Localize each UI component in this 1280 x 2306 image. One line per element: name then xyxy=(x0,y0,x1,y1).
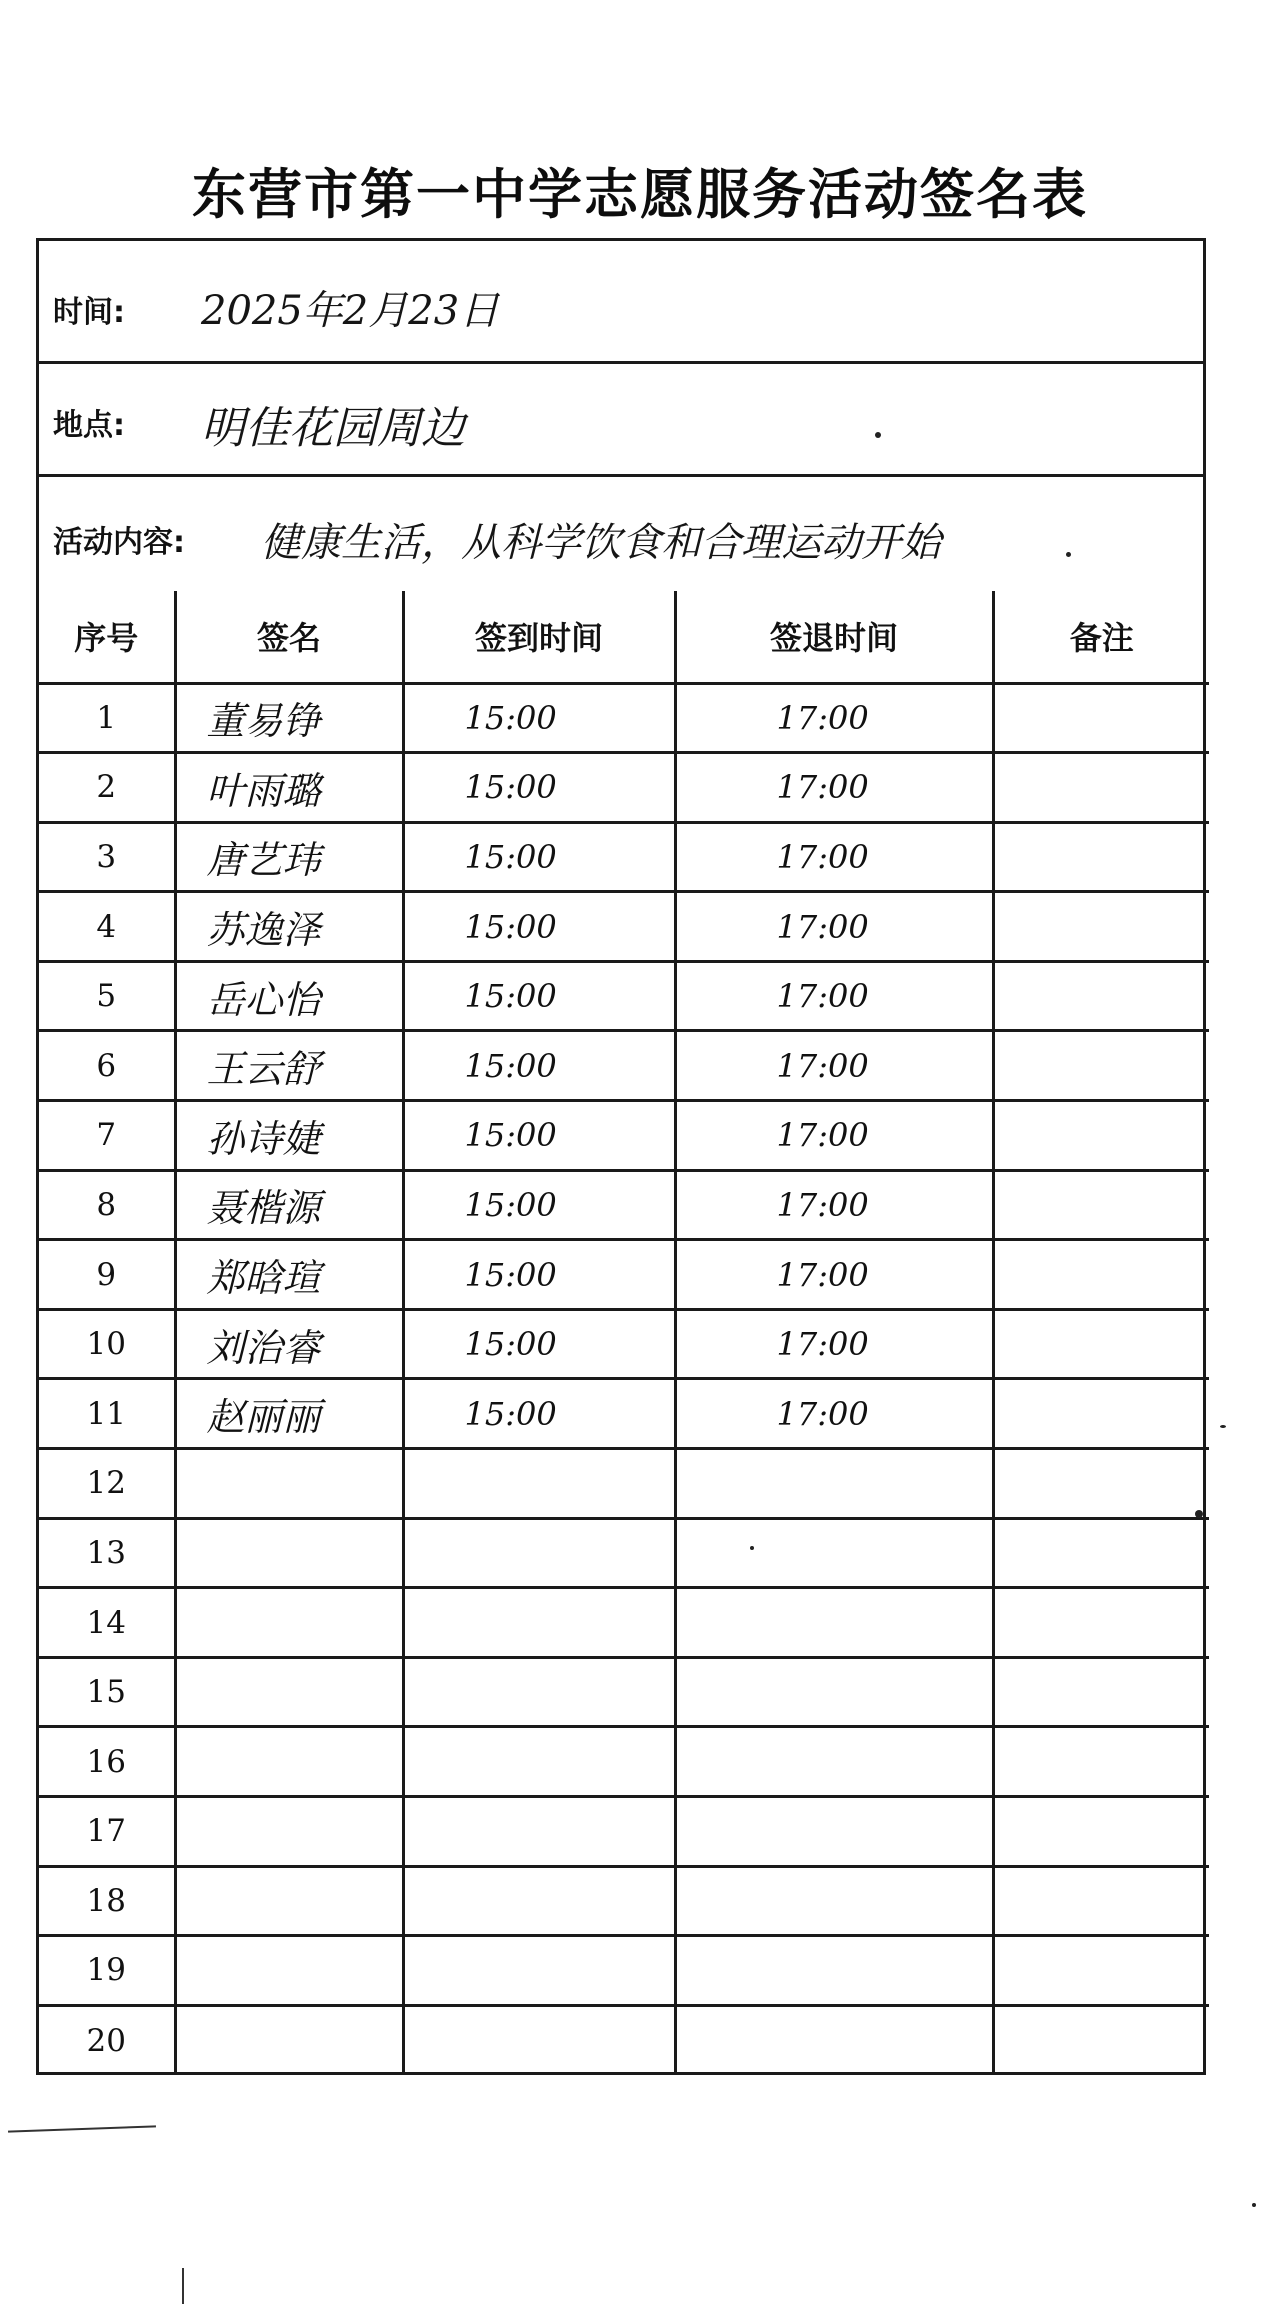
signin-table xyxy=(39,591,1209,2075)
note-cell xyxy=(993,1797,1209,1867)
table-row xyxy=(39,1309,1209,1379)
signout-time-cell: 17:00 xyxy=(675,1309,993,1379)
signin-time-cell xyxy=(403,1449,675,1519)
signature-cell xyxy=(175,1727,403,1797)
note-cell xyxy=(993,1170,1209,1240)
signout-time-cell xyxy=(675,1657,993,1727)
header-signin-time: 签到时间 xyxy=(403,591,675,683)
signin-time-cell: 15:00 xyxy=(403,822,675,892)
signature-cell: 董易铮 xyxy=(175,683,403,753)
signin-time-cell: 15:00 xyxy=(403,961,675,1031)
signout-time-cell xyxy=(675,2005,993,2075)
signature-cell: 岳心怡 xyxy=(175,961,403,1031)
signout-time-cell: 17:00 xyxy=(675,1379,993,1449)
row-number: 17 xyxy=(39,1797,175,1867)
signin-time-cell xyxy=(403,1797,675,1867)
signature-cell xyxy=(175,1866,403,1936)
signin-time-cell: 15:00 xyxy=(403,1379,675,1449)
signout-time-cell: 17:00 xyxy=(675,1240,993,1310)
row-number: 11 xyxy=(39,1379,175,1449)
signin-time-cell: 15:00 xyxy=(403,753,675,823)
signout-time-cell xyxy=(675,1449,993,1519)
header-signout-time: 签退时间 xyxy=(675,591,993,683)
table-row xyxy=(39,1518,1209,1588)
signin-sheet xyxy=(36,238,1206,2075)
signature-cell xyxy=(175,1657,403,1727)
table-header-row xyxy=(39,591,1209,683)
scan-speck xyxy=(750,1546,754,1550)
table-row xyxy=(39,892,1209,962)
signin-time-cell xyxy=(403,1657,675,1727)
time-row xyxy=(39,241,1203,364)
table-row xyxy=(39,1449,1209,1519)
table-row xyxy=(39,1379,1209,1449)
table-row xyxy=(39,2005,1209,2075)
table-row xyxy=(39,1101,1209,1171)
signin-time-cell: 15:00 xyxy=(403,1031,675,1101)
signout-time-cell: 17:00 xyxy=(675,822,993,892)
content-value: 健康生活，从科学饮食和合理运动开始 xyxy=(261,520,941,566)
row-number: 15 xyxy=(39,1657,175,1727)
signout-time-cell: 17:00 xyxy=(675,892,993,962)
note-cell xyxy=(993,1379,1209,1449)
header-no: 序号 xyxy=(39,591,175,683)
signout-time-cell xyxy=(675,1588,993,1658)
note-cell xyxy=(993,1588,1209,1658)
signin-time-cell: 15:00 xyxy=(403,1240,675,1310)
row-number: 20 xyxy=(39,2005,175,2075)
note-cell xyxy=(993,1727,1209,1797)
header-note: 备注 xyxy=(993,591,1209,683)
table-row xyxy=(39,753,1209,823)
note-cell xyxy=(993,1309,1209,1379)
signout-time-cell: 17:00 xyxy=(675,753,993,823)
scan-speck xyxy=(1252,2203,1256,2207)
signature-cell xyxy=(175,2005,403,2075)
note-cell xyxy=(993,1240,1209,1310)
table-row xyxy=(39,1866,1209,1936)
scan-speck xyxy=(1066,552,1071,557)
place-value: 明佳花园周边 xyxy=(201,403,465,454)
signature-cell xyxy=(175,1588,403,1658)
table-row xyxy=(39,822,1209,892)
table-row xyxy=(39,1936,1209,2006)
row-number: 8 xyxy=(39,1170,175,1240)
row-number: 19 xyxy=(39,1936,175,2006)
signout-time-cell: 17:00 xyxy=(675,1101,993,1171)
table-row xyxy=(39,1170,1209,1240)
row-number: 18 xyxy=(39,1866,175,1936)
place-row xyxy=(39,364,1203,477)
signature-cell xyxy=(175,1449,403,1519)
signin-time-cell xyxy=(403,1936,675,2006)
place-label: 地点: xyxy=(53,408,125,443)
time-value: 2025年2月23日 xyxy=(201,288,500,334)
time-label: 时间: xyxy=(53,295,125,330)
signature-cell: 赵丽丽 xyxy=(175,1379,403,1449)
row-number: 10 xyxy=(39,1309,175,1379)
page-title: 东营市第一中学志愿服务活动签名表 xyxy=(192,163,1088,226)
note-cell xyxy=(993,683,1209,753)
row-number: 9 xyxy=(39,1240,175,1310)
signin-time-cell xyxy=(403,1866,675,1936)
signout-time-cell xyxy=(675,1518,993,1588)
row-number: 13 xyxy=(39,1518,175,1588)
note-cell xyxy=(993,753,1209,823)
signin-time-cell xyxy=(403,1588,675,1658)
note-cell xyxy=(993,1031,1209,1101)
row-number: 16 xyxy=(39,1727,175,1797)
note-cell xyxy=(993,892,1209,962)
scan-speck xyxy=(875,432,881,438)
signout-time-cell xyxy=(675,1797,993,1867)
row-number: 3 xyxy=(39,822,175,892)
signin-time-cell xyxy=(403,2005,675,2075)
note-cell xyxy=(993,1518,1209,1588)
table-body xyxy=(39,683,1209,2075)
table-row xyxy=(39,1031,1209,1101)
signin-time-cell: 15:00 xyxy=(403,683,675,753)
signout-time-cell xyxy=(675,1866,993,1936)
signature-cell xyxy=(175,1797,403,1867)
signin-time-cell xyxy=(403,1518,675,1588)
signature-cell: 聂楷源 xyxy=(175,1170,403,1240)
row-number: 7 xyxy=(39,1101,175,1171)
signin-time-cell: 15:00 xyxy=(403,892,675,962)
table-row xyxy=(39,1727,1209,1797)
table-row xyxy=(39,1240,1209,1310)
note-cell xyxy=(993,1866,1209,1936)
note-cell xyxy=(993,961,1209,1031)
stray-pen-mark xyxy=(8,2125,156,2132)
row-number: 1 xyxy=(39,683,175,753)
row-number: 5 xyxy=(39,961,175,1031)
signout-time-cell: 17:00 xyxy=(675,1170,993,1240)
row-number: 14 xyxy=(39,1588,175,1658)
table-row xyxy=(39,1588,1209,1658)
signin-time-cell: 15:00 xyxy=(403,1170,675,1240)
signout-time-cell xyxy=(675,1727,993,1797)
signature-cell: 苏逸泽 xyxy=(175,892,403,962)
table-row xyxy=(39,961,1209,1031)
signature-cell: 唐艺玮 xyxy=(175,822,403,892)
signature-cell xyxy=(175,1518,403,1588)
scan-speck xyxy=(1195,1510,1203,1518)
row-number: 2 xyxy=(39,753,175,823)
signout-time-cell: 17:00 xyxy=(675,683,993,753)
signature-cell: 刘治睿 xyxy=(175,1309,403,1379)
signin-time-cell: 15:00 xyxy=(403,1101,675,1171)
row-number: 12 xyxy=(39,1449,175,1519)
table-row xyxy=(39,1657,1209,1727)
signin-time-cell xyxy=(403,1727,675,1797)
header-signature: 签名 xyxy=(175,591,403,683)
note-cell xyxy=(993,2005,1209,2075)
table-row xyxy=(39,1797,1209,1867)
signout-time-cell: 17:00 xyxy=(675,961,993,1031)
signin-time-cell: 15:00 xyxy=(403,1309,675,1379)
signature-cell: 叶雨璐 xyxy=(175,753,403,823)
signout-time-cell xyxy=(675,1936,993,2006)
scan-speck xyxy=(1220,1425,1226,1428)
note-cell xyxy=(993,822,1209,892)
signature-cell: 孙诗婕 xyxy=(175,1101,403,1171)
note-cell xyxy=(993,1449,1209,1519)
row-number: 6 xyxy=(39,1031,175,1101)
row-number: 4 xyxy=(39,892,175,962)
stray-pen-mark xyxy=(182,2268,184,2304)
content-row xyxy=(39,477,1203,591)
table-row xyxy=(39,683,1209,753)
signature-cell: 王云舒 xyxy=(175,1031,403,1101)
signature-cell xyxy=(175,1936,403,2006)
signature-cell: 郑晗瑄 xyxy=(175,1240,403,1310)
note-cell xyxy=(993,1657,1209,1727)
content-label: 活动内容: xyxy=(53,525,185,560)
note-cell xyxy=(993,1936,1209,2006)
note-cell xyxy=(993,1101,1209,1171)
signout-time-cell: 17:00 xyxy=(675,1031,993,1101)
